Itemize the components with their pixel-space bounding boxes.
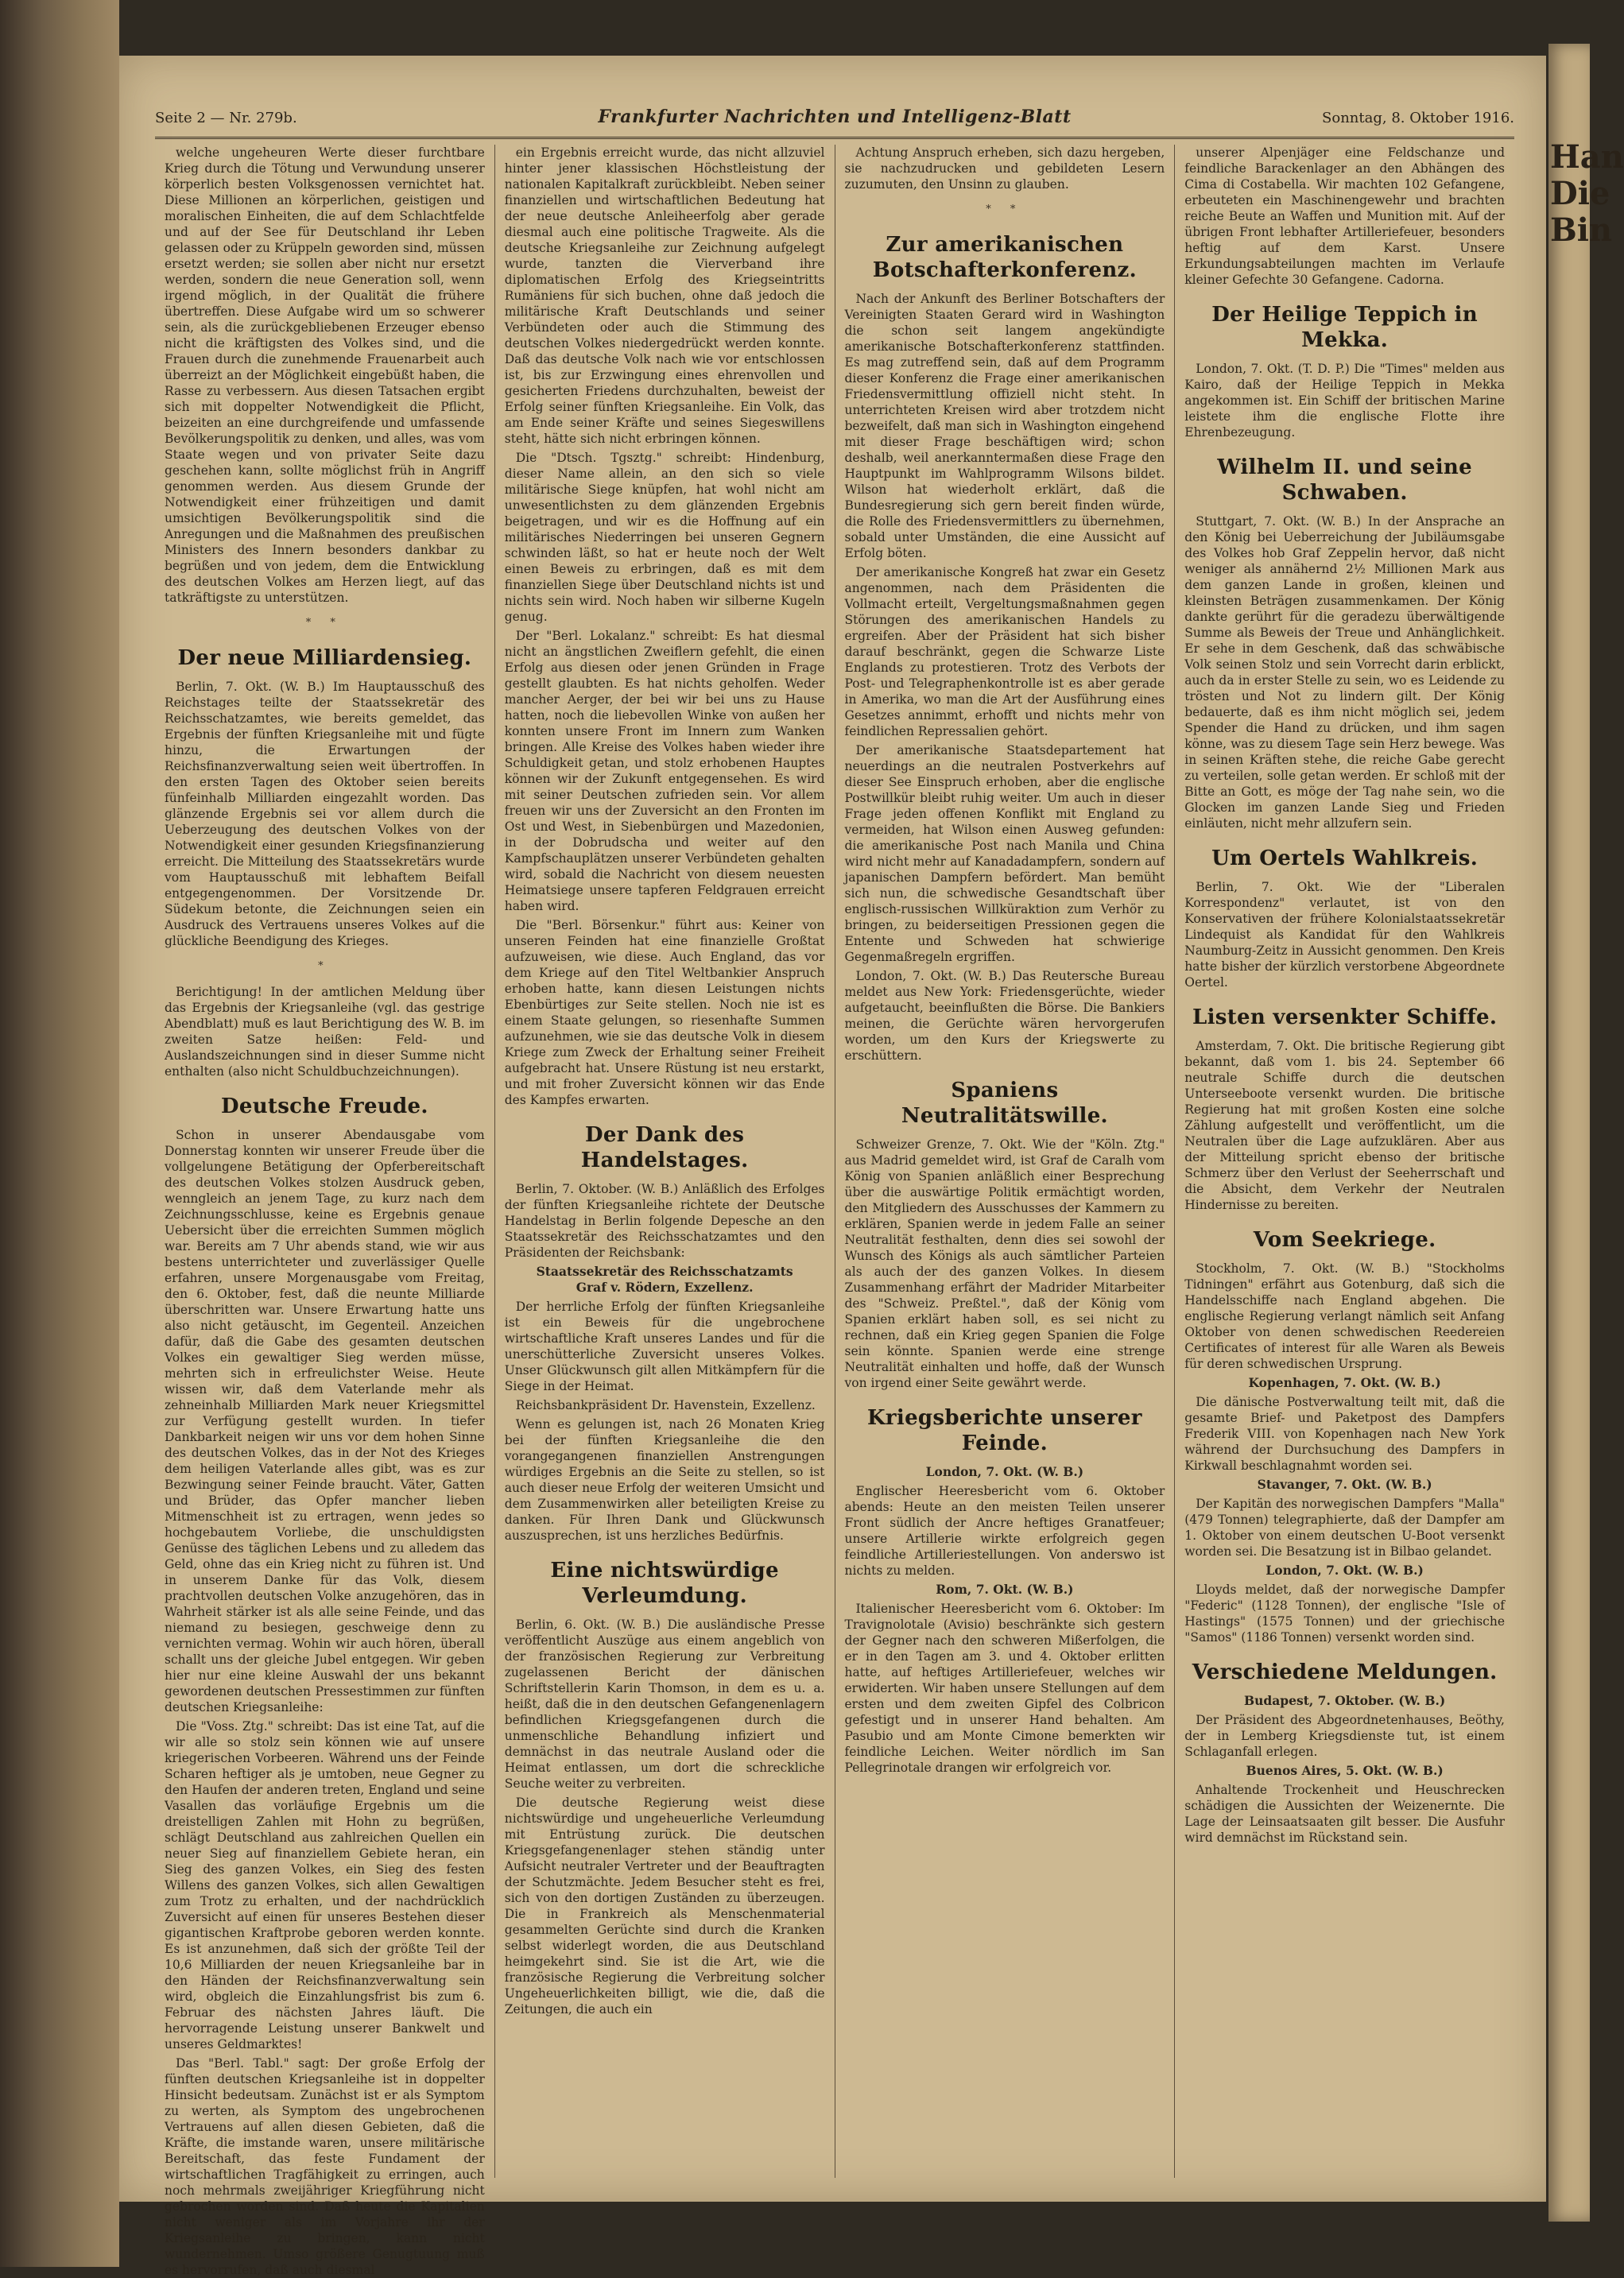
article-headline: Verschiedene Meldungen. [1192, 1660, 1498, 1684]
article-paragraph: Schweizer Grenze, 7. Okt. Wie der "Köln. Ztg." aus Madrid gemeldet wird, ist Graf de Caralh vom König von Spanien anläßlich einer Besprechung über die auswärtige Politik ermächtigt worden, den Mitgliedern des Ausschusses der Kammern zu erklären, Spanien werde in jedem Falle an seiner Neutralität festhalten, denn dies sei sowohl der Wunsch des Königs als auch sämtlicher Parteien als auch der des ganzen Volkes. In diesem Zusammenhang erfährt der Madrider Mitarbeiter des "Schweiz. Preßtel.", daß der König vom Spanien erklärt haben soll, es sei nicht zu rechnen, daß ein Krieg gegen Spanien die Folge sein könnte. Spanien werde eine strenge Neutralität einhalten und hoffe, daß der Wunsch von irgend einer Seite gewährt werde. [844, 1137, 1165, 1390]
article-paragraph: Wenn es gelungen ist, nach 26 Monaten Krieg bei der fünften Kriegsanleihe die den vorangegangenen finanziellen Anstrengungen würdiges Ergebnis an die Seite zu stellen, so ist auch dieser neue Erfolg der weiteren Umsicht und dem Zusammenwirken aller beteiligten Kreise zu danken. Für Ihren Dank und Glückwunsch auszusprechen, ist uns herzliches Bedürfnis. [504, 1417, 825, 1543]
article-paragraph: Die dänische Postverwaltung teilt mit, daß die gesamte Brief- und Paketpost des Dampfers Frederik VIII. von Kopenhagen nach New York während der Durchsuchung des Dampfers in Kirkwall beschlagnahmt worden sei. [1184, 1395, 1505, 1473]
article-paragraph: Berlin, 7. Okt. (W. B.) Im Hauptausschuß des Reichstages teilte der Staatssekretär des Reichsschatzamtes, wie bereits gemeldet, das Ergebnis der fünften Kriegsanleihe mit und fügte hinzu, die Erwartungen der Reichsfinanzverwaltung seien weit übertroffen. In den ersten Tagen des Oktober seien bereits fünfeinhalb Milliarden eingezahlt worden. Das glänzende Ergebnis sei vor allem durch die Ueberzeugung des deutschen Volkes von der Notwendigkeit einer gesunden Kriegsfinanzierung erreicht. Die Mitteilung des Staatssekretärs wurde vom Hauptausschuß mit lebhaftem Beifall entgegengenommen. Der Vorsitzende Dr. Südekum betonte, die Zeichnungen seien ein Ausdruck des Vertrauens unseres Volkes auf die glückliche Beendigung des Krieges. [165, 680, 485, 948]
column-2 [495, 145, 835, 2178]
article-paragraph: Amsterdam, 7. Okt. Die britische Regierung gibt bekannt, daß vom 1. bis 24. September 66 neutrale Schiffe durch die deutschen Unterseeboote versenkt wurden. Die britische Regierung hat mit großen Kosten eine solche Zählung aufgestellt und veröffentlicht, um die Neutralen über die Lage aufzuklären. Aber aus der Mitteilung spricht ebenso der britische Schmerz über den Verlust der Seeherrschaft und die Absicht, dem Verkehr der Neutralen Hindernisse zu bereiten. [1184, 1039, 1505, 1212]
article-paragraph: Der amerikanische Staatsdepartement hat neuerdings an die neutralen Postverkehrs auf dieser See Einspruch erhoben, aber die englische Postwillkür bleibt ruhig weiter. Um auch in dieser Frage jeden offenen Konflikt mit England zu vermeiden, hat Wilson einen Ausweg gefunden: die amerikanische Post nach Manila und China wird nicht mehr auf Kanadadampfern, sondern auf japanischen Dampfern befördert. Man bemüht sich nun, die schwedische Gesandtschaft über englisch-russischen Willküraktion zum Verhör zu bringen, zu beiderseitigen Pressionen gegen die Entente und Schweden hat schwierige Gegenmaßregeln ergriffen. [844, 743, 1165, 964]
article-headline: Spaniens Neutralitätswille. [901, 1079, 1108, 1128]
article-headline: Der neue Milliardensieg. [177, 646, 472, 670]
section-separator: * [318, 960, 331, 972]
article-paragraph: Das "Berl. Tabl." sagt: Der große Erfolg der fünften deutschen Kriegsanleihe ist in doppelter Hinsicht bedeutsam. Zunächst ist er als Symptom zu werten, als Symptom des ungebrochenen Vertrauens auf allen diesen Gebieten, daß die Kräfte, die imstande waren, unsere militärische Bereitschaft, das feste Fundament der wirtschaftlichen Tragfähigkeit zu erringen, auch noch mehrmals zweijähriger Kriegführung nicht gebrochen worden sind. Daß heute die Kapitalien nicht weniger als im Vorjahre ihr der Kriegsanleihe zu bringen, kann nicht wundernehmen. Umso größere Genugtuung muß es hervorrufen, daß auch diesmal [165, 2056, 485, 2277]
article-paragraph: Die "Voss. Ztg." schreibt: Das ist eine Tat, auf die wir alle so stolz sein können wie auf unsere kriegerischen Vorbeeren. Während uns der Feinde Scharen heftiger als je umtoben, neue Gegner zu den Haufen der anderen treten, England und seine Vasallen das vorläufige Ergebnis um die dreistelligen Zahlen mit Hohn zu begrüßen, schlägt Deutschland aus zahlreichen Quellen ein neuer Sieg auf finanziellem Gebiete heran, ein Sieg des ganzen Volkes, ein Sieg des festen Willens des ganzen Volkes, sich allen Gewaltigen zum Trotz zu erhalten, und der nachdrücklich Zuversicht auf einen für unseres Bestehen dieser gigantischen Kraftprobe geboren werden konnte. Es ist anzunehmen, daß sich der größte Teil der 10,6 Milliarden der neuen Kriegsanleihe bar in den Händen der Reichsfinanzverwaltung sein wird, obgleich die Einzahlungsfrist bis zum 6. Februar des nächsten Jahres läuft. Die hervorragende Leistung unserer Bankwelt und unseres Geldmarktes! [165, 1719, 485, 2051]
article-headline: Listen versenkter Schiffe. [1192, 1005, 1498, 1029]
article-headline: Um Oertels Wahlkreis. [1211, 847, 1479, 870]
article-paragraph: Die "Dtsch. Tgsztg." schreibt: Hindenburg, dieser Name allein, an den sich so viele militärische Siege knüpfen, hat wohl nicht am unwesentlichsten zu dem glänzenden Ergebnis beigetragen, und wir es die Hoffnung auf ein militärisches Niederringen bei unseren Gegnern schwinden läßt, so hat er heute noch der Welt einen Beweis zu erbringen, daß es mit dem finanziellen Siege über Deutschland nichts ist und nichts sein wird. Noch haben wir silberne Kugeln genug. [504, 451, 825, 624]
article-paragraph: Der herrliche Erfolg der fünften Kriegsanleihe ist ein Beweis für die ungebrochene wirtschaftliche Kraft unseres Landes und für die unerschütterliche Zuversicht unseres Volkes. Unser Glückwunsch gilt allen Mitkämpfern für die Siege in der Heimat. [504, 1300, 825, 1393]
article-paragraph: Der Kapitän des norwegischen Dampfers "Malla" (479 Tonnen) telegraphierte, daß der Dampfer am 1. Oktober von einem deutschen U-Boot versenkt worden sei. Die Besatzung ist in Bilbao gelandet. [1184, 1497, 1505, 1559]
article-headline: Wilhelm II. und seine Schwaben. [1217, 455, 1472, 505]
article-headline: Vom Seekriege. [1253, 1228, 1436, 1252]
article-paragraph: welche ungeheuren Werte dieser furchtbare Krieg durch die Tötung und Verwundung unserer körperlich besten Volksgenossen vernichtet hat. Diese Millionen an körperlichen, geistigen und moralischen Einheiten, die auf dem Schlachtfelde und auf der See für Deutschland ihr Leben gelassen oder zu Krüppeln geworden sind, müssen ersetzt werden; sie sollen aber nicht nur ersetzt werden, sondern die neue Generation soll, wenn irgend möglich, in der Qualität die frühere übertreffen. Diese Aufgabe wird um so schwerer sein, als die zurückgebliebenen Erzeuger ebenso nicht die kräftigsten des Volkes sind, und die Frauen durch die zunehmende Frauenarbeit auch überreizt an der Möglichkeit eingebüßt haben, die Rasse zu verbessern. Aus diesen Tatsachen ergibt sich mit doppelter Notwendigkeit die Pflicht, beizeiten an eine durchgreifende und umfassende Bevölkerungspolitik zu denken, und alles, was vom Staate wegen und von privater Seite dazu geschehen kann, sollte möglichst früh in Angriff genommen werden. Aus diesem Grunde der Notwendigkeit einer frühzeitigen und damit umsichtigen Bevölkerungspolitik sind die Anregungen und die Maßnahmen des preußischen Ministers des Innern besonders dankbar zu begrüßen und von jedem, dem die Entwicklung des deutschen Volkes am Herzen liegt, auf das tatkräftigste zu unterstützen. [165, 145, 485, 605]
columns [155, 145, 1514, 2277]
dateline: London, 7. Okt. (W. B.) [1265, 1563, 1424, 1578]
article-headline: Zur amerikanischen Botschafterkonferenz. [872, 233, 1137, 282]
section-separator: * * [305, 617, 343, 629]
article-paragraph: unserer Alpenjäger eine Feldschanze und feindliche Barackenlager an den Abhängen des Cima di Costabella. Wir machten 102 Gefangene, erbeuteten ein Maschinengewehr und brachten reiche Beute an Waffen und Munition mit. Auf der übrigen Front lebhafter Artilleriefeuer, besonders heftig auf dem Karst. Unsere Erkundungsabteilungen machten im Verlaufe kleiner Gefechte 30 Gefangene. Cadorna. [1184, 145, 1505, 287]
article-paragraph: Reichsbankpräsident Dr. Havenstein, Exzellenz. [515, 1398, 816, 1412]
article-headline: Deutsche Freude. [221, 1094, 428, 1118]
article-paragraph: Berichtigung! In der amtlichen Meldung über das Ergebnis der Kriegsanleihe (vgl. das gestrige Abendblatt) muß es laut Berichtigung des W. B. im zweiten Satze heißen: Feld- und Auslandszeichnungen sind in dieser Summe nicht enthalten (also nicht Schuldbuchzeichnungen). [165, 985, 485, 1079]
article-paragraph: Lloyds meldet, daß der norwegische Dampfer "Federic" (1128 Tonnen), der englische "Isle of Hastings" (1575 Tonnen) und der griechische "Samos" (1186 Tonnen) versenkt worden sind. [1184, 1583, 1505, 1645]
dateline: Kopenhagen, 7. Okt. (W. B.) [1248, 1375, 1441, 1390]
article-headline: Der Dank des Handelstages. [580, 1123, 749, 1172]
newspaper-page [119, 56, 1546, 2277]
article-headline: Der Heilige Teppich in Mekka. [1211, 303, 1478, 352]
article-paragraph: Italienischer Heeresbericht vom 6. Oktober: Im Travignolotale (Avisio) beschränkte sich gestern der Gegner nach den schweren Mißerfolgen, die er in den Tagen am 3. und 4. Oktober erlitten hatte, auf heftiges Artilleriefeuer, welches wir erwiderten. Wir haben unsere Stellungen auf dem ersten und dem zweiten Gipfel des Colbricon gefestigt und in unserer Hand behalten. Am Pasubio und am Monte Cimone bemerkten wir feindliche Leichen. Weiter nördlich im San Pellegrinotale drangen wir erfolgreich vor. [844, 1602, 1165, 1775]
article-paragraph: Achtung Anspruch erheben, sich dazu hergeben, sie nachzudrucken und gebildeten Lesern zuzumuten, den Unsinn zu glauben. [844, 145, 1165, 192]
article-paragraph: Die deutsche Regierung weist diese nichtswürdige und ungeheuerliche Verleumdung mit Entrüstung zurück. Die deutschen Kriegsgefangenenlager stehen ständig unter Aufsicht neutraler Vertreter und der Beauftragten der Schutzmächte. Jedem Besucher steht es frei, sich von den dortigen Zuständen zu überzeugen. Die in Frankreich als Menschenmaterial gesammelten Gerüchte sind durch die Kranken selbst widerlegt worden, die aus Deutschland heimgekehrt sind. Sie ist die Art, wie die französische Regierung die Verbreitung solcher Ungeheuerlichkeiten billigt, wie die, daß die Zeitungen, die auch ein [504, 1796, 825, 2016]
article-paragraph: Der "Berl. Lokalanz." schreibt: Es hat diesmal nicht an ängstlichen Zweiflern gefehlt, die einen Erfolg aus diesen oder jenen Gründen in Frage gestellt glaubten. Es hat nichts geholfen. Weder mancher Aerger, der bei wir bei uns zu Hause hatten, noch die liebevollen Winke von außen her konnten unsere Front im Innern zum Wanken bringen. Alle Kreise des Volkes haben wieder ihre Schuldigkeit getan, und stolz erhobenen Hauptes können wir der Zukunft entgegensehen. Es wird mit seiner Deutschen zufrieden sein. Vor allem freuen wir uns der Zuversicht an den Fronten im Ost und West, in Siebenbürgen und Mazedonien, in der Dobrudscha und weiter auf den Kampfschauplätzen unserer Verbündeten gehalten wird, sobald die Nachricht von diesem neuesten Heimatsiege unsere tapferen Feldgrauen erreicht haben wird. [504, 629, 825, 913]
article-headline: Kriegsberichte unserer Feinde. [867, 1406, 1142, 1455]
article-paragraph: Anhaltende Trockenheit und Heuschrecken schädigen die Aussichten der Weizenernte. Die Lage der Leinsaatsaaten gilt besser. Die Ausfuhr wird demnächst im Rückstand sein. [1184, 1783, 1505, 1845]
column-3 [835, 145, 1176, 2178]
issue-date: Sonntag, 8. Oktober 1916. [1322, 110, 1514, 126]
article-paragraph: Berlin, 6. Okt. (W. B.) Die ausländische Presse veröffentlicht Auszüge aus einem angeblich von der französischen Regierung zur Verbreitung zugelassenen Bericht der dänischen Schriftstellerin Karin Thomson, in dem es u. a. heißt, daß die in den deutschen Gefangenenlagern befindlichen Kriegsgefangenen durch die unmenschliche Behandlung infiziert und demnächst in das neutrale Ausland oder die Heimat entlassen, um dort die schreckliche Seuche weiter zu verbreiten. [504, 1617, 825, 1791]
dateline: London, 7. Okt. (W. B.) [925, 1464, 1084, 1479]
article-paragraph: Die "Berl. Börsenkur." führt aus: Keiner von unseren Feinden hat eine finanzielle Großtat aufzuweisen, wie diese. Auch England, das vor dem Kriege auf den Titel Weltbankier Anspruch erhoben hatte, kann diesen Leistungen nichts Ebenbürtiges zur Seite stellen. Noch nie ist es einem Staate gelungen, so riesenhafte Summen aufzunehmen, wie sie das deutsche Volk in diesem Kriege zum Zweck der Erhaltung seiner Freiheit aufgebracht hat. Unsere Rüstung ist neu erstarkt, und mit froher Zuversicht können wir das Ende des Kampfes erwarten. [504, 918, 825, 1107]
article-paragraph: Der amerikanische Kongreß hat zwar ein Gesetz angenommen, nach dem Präsidenten die Vollmacht erteilt, Vergeltungsmaßnahmen gegen Störungen des amerikanischen Handels zu ergreifen. Aber der Präsident hat sich bisher darauf beschränkt, gegen die Schwarze Liste Englands zu protestieren. Trotz des Verbots der Post- und Telegraphenkontrolle ist es aber gerade in Amerika, wo man die Art der Ausführung eines Gesetzes annimmt, erhofft und nichts mehr von feindlichen Repressalien gehört. [844, 565, 1165, 738]
article-paragraph: Der Präsident des Abgeordnetenhauses, Beöthy, der in Lemberg Kriegsdienste tut, ist einem Schlaganfall erlegen. [1184, 1713, 1505, 1759]
newspaper-title: Frankfurter Nachrichten und Intelligenz-Blatt [598, 107, 1072, 127]
dateline: Buenos Aires, 5. Okt. (W. B.) [1246, 1763, 1444, 1778]
page-number: Seite 2 — Nr. 279b. [155, 110, 297, 126]
article-paragraph: Berlin, 7. Oktober. (W. B.) Anläßlich des Erfolges der fünften Kriegsanleihe richtete der Deutsche Handelstag in Berlin folgende Depesche an den Staatssekretär des Reichsschatzamtes und den Präsidenten der Reichsbank: [504, 1182, 825, 1260]
article-headline: Eine nichtswürdige Verleumdung. [550, 1559, 779, 1608]
article-paragraph: Schon in unserer Abendausgabe vom Donnerstag konnten wir unserer Freude über die vollgelungene Betätigung der Opferbereitschaft des deutschen Volkes stolzen Ausdruck geben, wenngleich an jenem Tage, zu kurz nach dem Zeichnungsschlusse, keine es Ergebnis genaue Uebersicht über die erreichten Summen möglich war. Bereits am 7 Uhr abends stand, wie wir aus bestens unterrichteter und zuverlässiger Quelle erfahren, unsere Morgenausgabe vom Freitag, den 6. Oktober, fest, daß die neunte Milliarde überschritten war. Unsere Erwartung hatte uns also nicht getäuscht, im Gegenteil. Anzeichen dafür, daß die Gabe des gesamten deutschen Volkes ein gewaltiger Sieg werden müsse, mehrten sich in erfreulichster Weise. Heute wissen wir, daß dem Vaterlande mehr als zehneinhalb Milliarden Mark neuer Kriegsmittel zur Verfügung gestellt wurden. In tiefer Dankbarkeit neigen wir uns vor dem hohen Sinne des deutschen Volkes, das in der Not des Krieges dem heiligen Vaterlande alles gibt, was es zur Bezwingung seiner Feinde braucht. Väter, Gatten und Brüder, das Opfer mancher lieben Mitmenschheit ist zu ertragen, wenn jedes so hochgebautem Vorliebe, die unschuldigsten Genüsse des täglichen Lebens und zu alledem das Geld, ohne das ein Krieg nicht zu führen ist. Und in unserem Danke für das Volk, diesem prachtvollen deutschen Volke anzugehören, das in Wahrheit stärker ist als alle seine Feinde, und das niemand zu besiegen, geschweige denn zu vernichten vermag. Wohin wir auch hören, überall schallt uns der gleiche Jubel entgegen. Wir geben hier nur eine kleine Auswahl der uns bekannt gewordenen deutschen Pressestimmen zur fünften deutschen Kriegsanleihe: [165, 1128, 485, 1714]
column-4 [1175, 145, 1514, 2178]
article-paragraph: London, 7. Okt. (W. B.) Das Reutersche Bureau meldet aus New York: Friedensgerüchte, wieder aufgetaucht, beeinflußten die Börse. Die Bankiers meinen, die Gerüchte wären hervorgerufen worden, um den Kurs der Kriegswerte zu erschüttern. [844, 969, 1165, 1063]
column-1 [155, 145, 495, 2277]
centered-address: Staatssekretär des Reichsschatzamts Graf v. Rödern, Exzellenz. [536, 1264, 793, 1295]
article-paragraph: London, 7. Okt. (T. D. P.) Die "Times" melden aus Kairo, daß der Heilige Teppich in Mekka angekommen ist. Ein Schiff der britischen Marine leistete ihm die englische Flotte ihre Ehrenbezeugung. [1184, 362, 1505, 440]
article-paragraph: Stockholm, 7. Okt. (W. B.) "Stockholms Tidningen" erfährt aus Gotenburg, daß sich die Handelsschiffe nach England abgehen. Die englische Regierung verlangt nämlich seit Anfang Oktober von denen schwedischen Reedereien Certificates of interest für alle Waren als Beweis für deren schwedischen Ursprung. [1184, 1261, 1505, 1371]
dateline: Budapest, 7. Oktober. (W. B.) [1244, 1693, 1446, 1708]
article-paragraph: Stuttgart, 7. Okt. (W. B.) In der Ansprache an den König bei Ueberreichung der Jubiläumsgabe des Volkes hob Graf Zeppelin hervor, daß nicht weniger als annähernd 2½ Millionen Mark aus dem ganzen Lande in großen, kleinen und kleinsten Beträgen zusammenkamen. Der König dankte gerührt für die geradezu überwältigende Summe als Beweis der Treue und Anhänglichkeit. Er sehe in dem Geschenk, daß das schwäbische Volk seinen Stolz und sein Vorrecht darin erblickt, auch da in erster Stelle zu sein, wo es Leidende zu trösten und Not zu lindern gilt. Der König bedauerte, daß es ihm nicht möglich sei, jedem Spender die Hand zu drücken, und ihm sagen könne, was zu diesem Tage sein Herz bewege. Was in seinen Kräften stehe, die reiche Gabe gerecht zu verteilen, solle getan werden. Er schloß mit der Bitte an Gott, es möge der Tag nahe sein, wo die Glocken im ganzen Lande Sieg und Frieden einläuten, nicht mehr allzufern sein. [1184, 514, 1505, 831]
article-paragraph: Berlin, 7. Okt. Wie der "Liberalen Korrespondenz" verlautet, ist von den Konservativen der frühere Kolonialstaatssekretär Lindequist als Kandidat für den Wahlkreis Naumburg-Zeitz in Aussicht genommen. Den Kreis hatte bisher der kürzlich verstorbene Abgeordnete Oertel. [1184, 880, 1505, 990]
adjacent-page-edge [1548, 44, 1624, 2222]
dateline: Stavanger, 7. Okt. (W. B.) [1257, 1477, 1432, 1492]
masthead [155, 105, 1514, 139]
article-paragraph: ein Ergebnis erreicht wurde, das nicht allzuviel hinter jener klassischen Höchstleistung der nationalen Kapitalkraft zurückbleibt. Neben seiner finanziellen und wirtschaftlichen Bedeutung hat der neue deutsche Anleiheerfolg aber gerade diesmal auch eine politische Tragweite. Als die deutsche Kriegsanleihe zur Zeichnung aufgelegt wurde, tanzten die Vierverband ihre diplomatischen Erfolg des Kriegseintritts Rumäniens für sich buchen, ohne daß jedoch die militärische Kraft Deutschlands und seiner Verbündeten oder auch die Stimmung des deutschen Volkes niedergedrückt werden konnte. Daß das deutsche Volk nach wie vor entschlossen ist, bis zur Erzwingung eines ehrenvollen und gesicherten Friedens durchzuhalten, beweist der Erfolg seiner fünften Kriegsanleihe. Ein Volk, das am Ende seiner Kräfte und seines Siegeswillens steht, hätte sich nicht erbringen können. [504, 145, 825, 446]
section-separator: * * [986, 203, 1024, 215]
adjacent-page-fragment: Han Die Bin [1550, 138, 1624, 249]
article-paragraph: Englischer Heeresbericht vom 6. Oktober abends: Heute an den meisten Teilen unserer Front südlich der Ancre heftiges Granatfeuer; unsere Artillerie wirkte erfolgreich gegen feindliche Artilleriestellungen. Von anderswo ist nichts zu melden. [844, 1484, 1165, 1578]
book-binding [0, 0, 119, 2267]
article-paragraph: Nach der Ankunft des Berliner Botschafters der Vereinigten Staaten Gerard wird in Washington die schon seit langem angekündigte amerikanische Botschafterkonferenz stattfinden. Es mag zutreffend sein, daß auf dem Programm dieser Konferenz die Frage einer amerikanischen Friedensvermittlung offiziell nicht steht. In unterrichteten Kreisen wird aber trotzdem nicht bezweifelt, daß man sich in Washington eingehend mit dieser Frage beschäftigen wird; schon deshalb, weil anerkanntermaßen diese Frage den Hauptpunkt im Wahlprogramm Wilsons bildet. Wilson hat wiederholt erklärt, daß die Bundesregierung sich gern bereit finden würde, die Rolle des Friedensvermittlers zu übernehmen, sobald unter Umständen, die eine Aussicht auf Erfolg böten. [844, 292, 1165, 560]
dateline: Rom, 7. Okt. (W. B.) [936, 1582, 1074, 1597]
